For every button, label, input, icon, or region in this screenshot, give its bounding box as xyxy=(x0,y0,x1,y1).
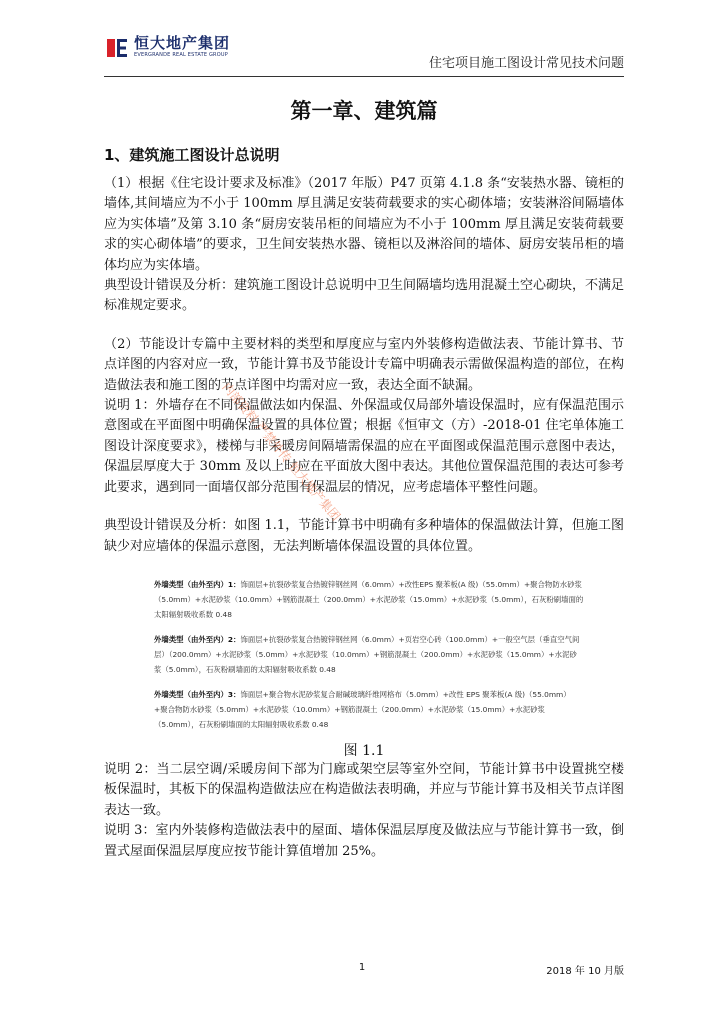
page-number: 1 xyxy=(358,962,366,973)
company-logo xyxy=(104,36,230,60)
note-3: 说明 3：室内外装修构造做法表中的屋面、墙体保温层厚度及做法应与节能计算书一致，倒置式屋面保温层厚度应按节能计算值增加 25%。 xyxy=(104,823,624,859)
chapter-title: 第一章、建筑篇 xyxy=(290,99,438,123)
wall-type-1-body: 饰面层+抗裂砂浆复合热镀锌钢丝网（6.0mm）+改性EPS 聚苯板(A 级)（55.0mm）+聚合物防水砂浆（5.0mm）+水泥砂浆（10.0mm）+钢筋混凝土（200.0mm）+水泥砂浆（15.0mm）+水泥砂浆（5.0mm），石灰粉刷墙面的太阳辐射吸收系数 0.48 xyxy=(154,579,584,619)
wall-type-2-head: 外墙类型（由外至内）2： xyxy=(154,634,241,644)
wall-type-1-head: 外墙类型（由外至内）1： xyxy=(154,579,241,589)
figure-caption: 图 1.1 xyxy=(343,742,385,759)
wall-type-2 xyxy=(154,632,584,677)
wall-type-3 xyxy=(154,687,584,732)
wall-type-1 xyxy=(154,577,584,622)
wall-type-2-body: 饰面层+抗裂砂浆复合热镀锌钢丝网（6.0mm）+页岩空心砖（100.0mm）+一般空气层（垂直空气间层）（200.0mm）+水泥砂浆（5.0mm）+水泥砂浆（10.0mm）+钢筋混凝土（200.0mm）+水泥砂浆（15.0mm）+水泥砂浆（5.0mm），石灰粉刷墙面的太阳辐射吸收系数 0.48 xyxy=(154,634,580,674)
section-title: 1、建筑施工图设计总说明 xyxy=(104,146,280,164)
page-header xyxy=(104,36,624,76)
logo-english-name: EVERGRANDE REAL ESTATE GROUP xyxy=(134,52,228,58)
paragraph-5: 典型设计错误及分析：如图 1.1，节能计算书中明确有多种墙体的保温做法计算，但施工图缺少对应墙体的保温示意图，无法判断墙体保温设置的具体位置。 xyxy=(104,518,624,554)
page-content xyxy=(104,88,624,862)
figure-wall-types xyxy=(154,577,584,732)
paragraph-4: 说明 1：外墙存在不同保温做法如内保温、外保温或仅局部外墙设保温时，应有保温范围示意图或在平面图中明确保温设置的具体位置；根据《恒审文（方）-2018-01 住宅单体施工图设计深度要求》，楼梯与非采暖房间隔墙需保温的应在平面图或保温范围示意图中表达，保温层厚度大于 30mm 及以上时应在平面放大图中表达。其他位置保温范围的表达可参考此要求，遇到同一面墙仅部分范围有保温层的情况，应考虑墙体平整性问题。 xyxy=(104,398,624,495)
document-header-title: 住宅项目施工图设计常见技术问题 xyxy=(428,56,624,71)
logo-chinese-name: 恒大地产集团 xyxy=(134,34,231,52)
paragraph-2: 典型设计错误及分析：建筑施工图设计总说明中卫生间隔墙均选用混凝土空心砌块，不满足标准规定要求。 xyxy=(104,278,625,314)
paragraph-1: （1）根据《住宅设计要求及标准》（2017 年版）P47 页第 4.1.8 条“安装热水器、镜柜的墙体,其间墙应为不小于 100mm 厚且满足安装荷载要求的实心砌体墙；安装淋浴间隔墙体应为实体墙”及第 3.10 条“厨房安装吊柜的间墙应为不小于 100mm 厚且满足安装荷载要求的实心砌体墙”的要求，卫生间安装热水器、镜柜以及淋浴间的墙体、厨房安装吊柜的墙体均应为实体墙。 xyxy=(104,176,624,273)
wall-type-3-body: 饰面层+聚合物水泥砂浆复合耐碱玻璃纤维网格布（5.0mm）+改性 EPS 聚苯板(A 级)（55.0mm）+聚合物防水砂浆（5.0mm）+水泥砂浆（10.0mm）+钢筋混凝土（200.0mm）+水泥砂浆（15.0mm）+水泥砂浆（5.0mm），石灰粉刷墙面的太阳辐射吸收系数 0.48 xyxy=(154,689,571,729)
paragraph-3: （2）节能设计专篇中主要材料的类型和厚度应与室内外装修构造做法表、节能计算书、节点详图的内容对应一致，节能计算书及节能设计专篇中明确表示需做保温构造的部位，在构造做法表和施工图的节点详图中均需对应一致，表达全面不缺漏。 xyxy=(104,336,625,393)
wall-type-3-head: 外墙类型（由外至内）3： xyxy=(154,689,241,699)
note-2: 说明 2：当二层空调/采暖房间下部为门廊或架空层等室外空间，节能计算书中设置挑空楼板保温时，其板下的保温构造做法应在构造做法表明确，并应与节能计算书及相关节点详图表达一致。 xyxy=(104,761,625,818)
header-divider xyxy=(104,76,624,77)
edition-date: 2018 年 10 月版 xyxy=(546,966,624,977)
evergrande-logo-icon xyxy=(104,36,130,60)
diagonal-watermark: 内部资料 严禁外传 恒大地产集团 xyxy=(219,380,343,524)
